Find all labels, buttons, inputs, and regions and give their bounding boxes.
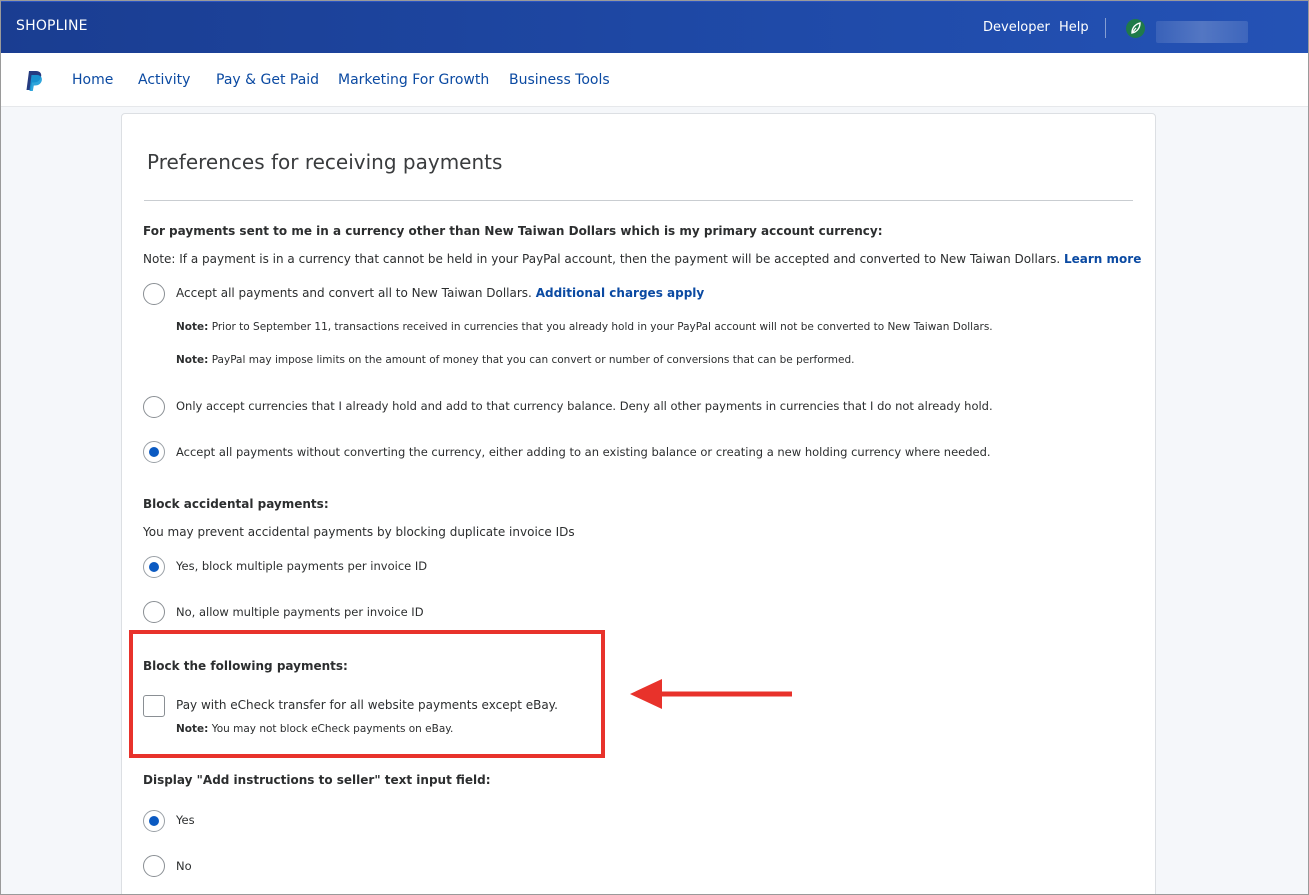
currency-note-text: Note: If a payment is in a currency that cannot be held in your PayPal account, then the payment will be accepted and converted to New Taiwan Dollars. — [143, 252, 1061, 266]
account-avatar-icon[interactable] — [1126, 19, 1145, 38]
instructions-no-label: No — [176, 859, 192, 873]
nav-marketing[interactable]: Marketing For Growth — [338, 72, 490, 88]
brand-name: SHOPLINE — [16, 18, 88, 34]
top-divider — [1105, 18, 1106, 38]
radio-allow-duplicates[interactable] — [143, 601, 165, 623]
instructions-heading: Display "Add instructions to seller" text input field: — [143, 773, 491, 787]
nav-pay-get-paid[interactable]: Pay & Get Paid — [216, 72, 320, 88]
option-block-duplicates-label: Yes, block multiple payments per invoice ID — [176, 559, 428, 573]
leaf-icon — [1130, 22, 1141, 35]
radio-only-held[interactable] — [143, 396, 165, 418]
option-convert-all-label: Accept all payments and convert all to New Taiwan Dollars. — [176, 286, 532, 300]
note-label: Note: — [176, 354, 209, 366]
note-text: You may not block eCheck payments on eBay. — [211, 723, 454, 735]
additional-charges-link[interactable]: Additional charges apply — [535, 286, 705, 300]
option-no-conversion-label: Accept all payments without converting the currency, either adding to an existing balance or creating a new holding currency where needed. — [176, 445, 991, 459]
option-allow-duplicates-label: No, allow multiple payments per invoice ID — [176, 605, 424, 619]
note-label: Note: — [176, 321, 209, 333]
nav-activity[interactable]: Activity — [138, 72, 191, 88]
learn-more-link[interactable]: Learn more — [1064, 252, 1142, 266]
instructions-yes-label: Yes — [176, 813, 195, 827]
option-convert-all — [176, 286, 704, 300]
nav-business-tools[interactable]: Business Tools — [509, 72, 610, 88]
currency-heading: For payments sent to me in a currency other than New Taiwan Dollars which is my primary account currency: — [143, 224, 883, 238]
option-only-held-label: Only accept currencies that I already hold and add to that currency balance. Deny all other payments in currencies that I do not already hold. — [176, 399, 993, 413]
currency-note — [143, 252, 1141, 266]
title-divider — [144, 200, 1133, 201]
accidental-heading: Block accidental payments: — [143, 497, 329, 511]
main-nav — [0, 53, 1309, 107]
radio-instructions-no[interactable] — [143, 855, 165, 877]
nav-home[interactable]: Home — [72, 72, 114, 88]
note-conversion-date — [176, 321, 993, 333]
note-text: Prior to September 11, transactions received in currencies that you already hold in your PayPal account will not be converted to New Taiwan Dollars. — [211, 321, 993, 333]
echeck-label: Pay with eCheck transfer for all website payments except eBay. — [176, 698, 558, 712]
paypal-logo-icon[interactable] — [25, 70, 43, 96]
page-title: Preferences for receiving payments — [147, 150, 503, 174]
radio-block-duplicates[interactable] — [143, 556, 165, 578]
accidental-description: You may prevent accidental payments by blocking duplicate invoice IDs — [143, 525, 575, 539]
radio-no-conversion[interactable] — [143, 441, 165, 463]
radio-convert-all[interactable] — [143, 283, 165, 305]
echeck-checkbox[interactable] — [143, 695, 165, 717]
note-conversion-limits — [176, 354, 854, 366]
echeck-note — [176, 723, 453, 735]
top-bar — [0, 0, 1309, 53]
radio-instructions-yes[interactable] — [143, 810, 165, 832]
note-label: Note: — [176, 723, 209, 735]
red-arrow-icon — [628, 676, 794, 716]
account-name-redacted[interactable] — [1156, 21, 1248, 43]
note-text: PayPal may impose limits on the amount of money that you can convert or number of conversions that can be performed. — [211, 354, 855, 366]
help-link[interactable]: Help — [1059, 20, 1089, 35]
block-heading: Block the following payments: — [143, 659, 348, 673]
developer-link[interactable]: Developer — [983, 20, 1050, 35]
